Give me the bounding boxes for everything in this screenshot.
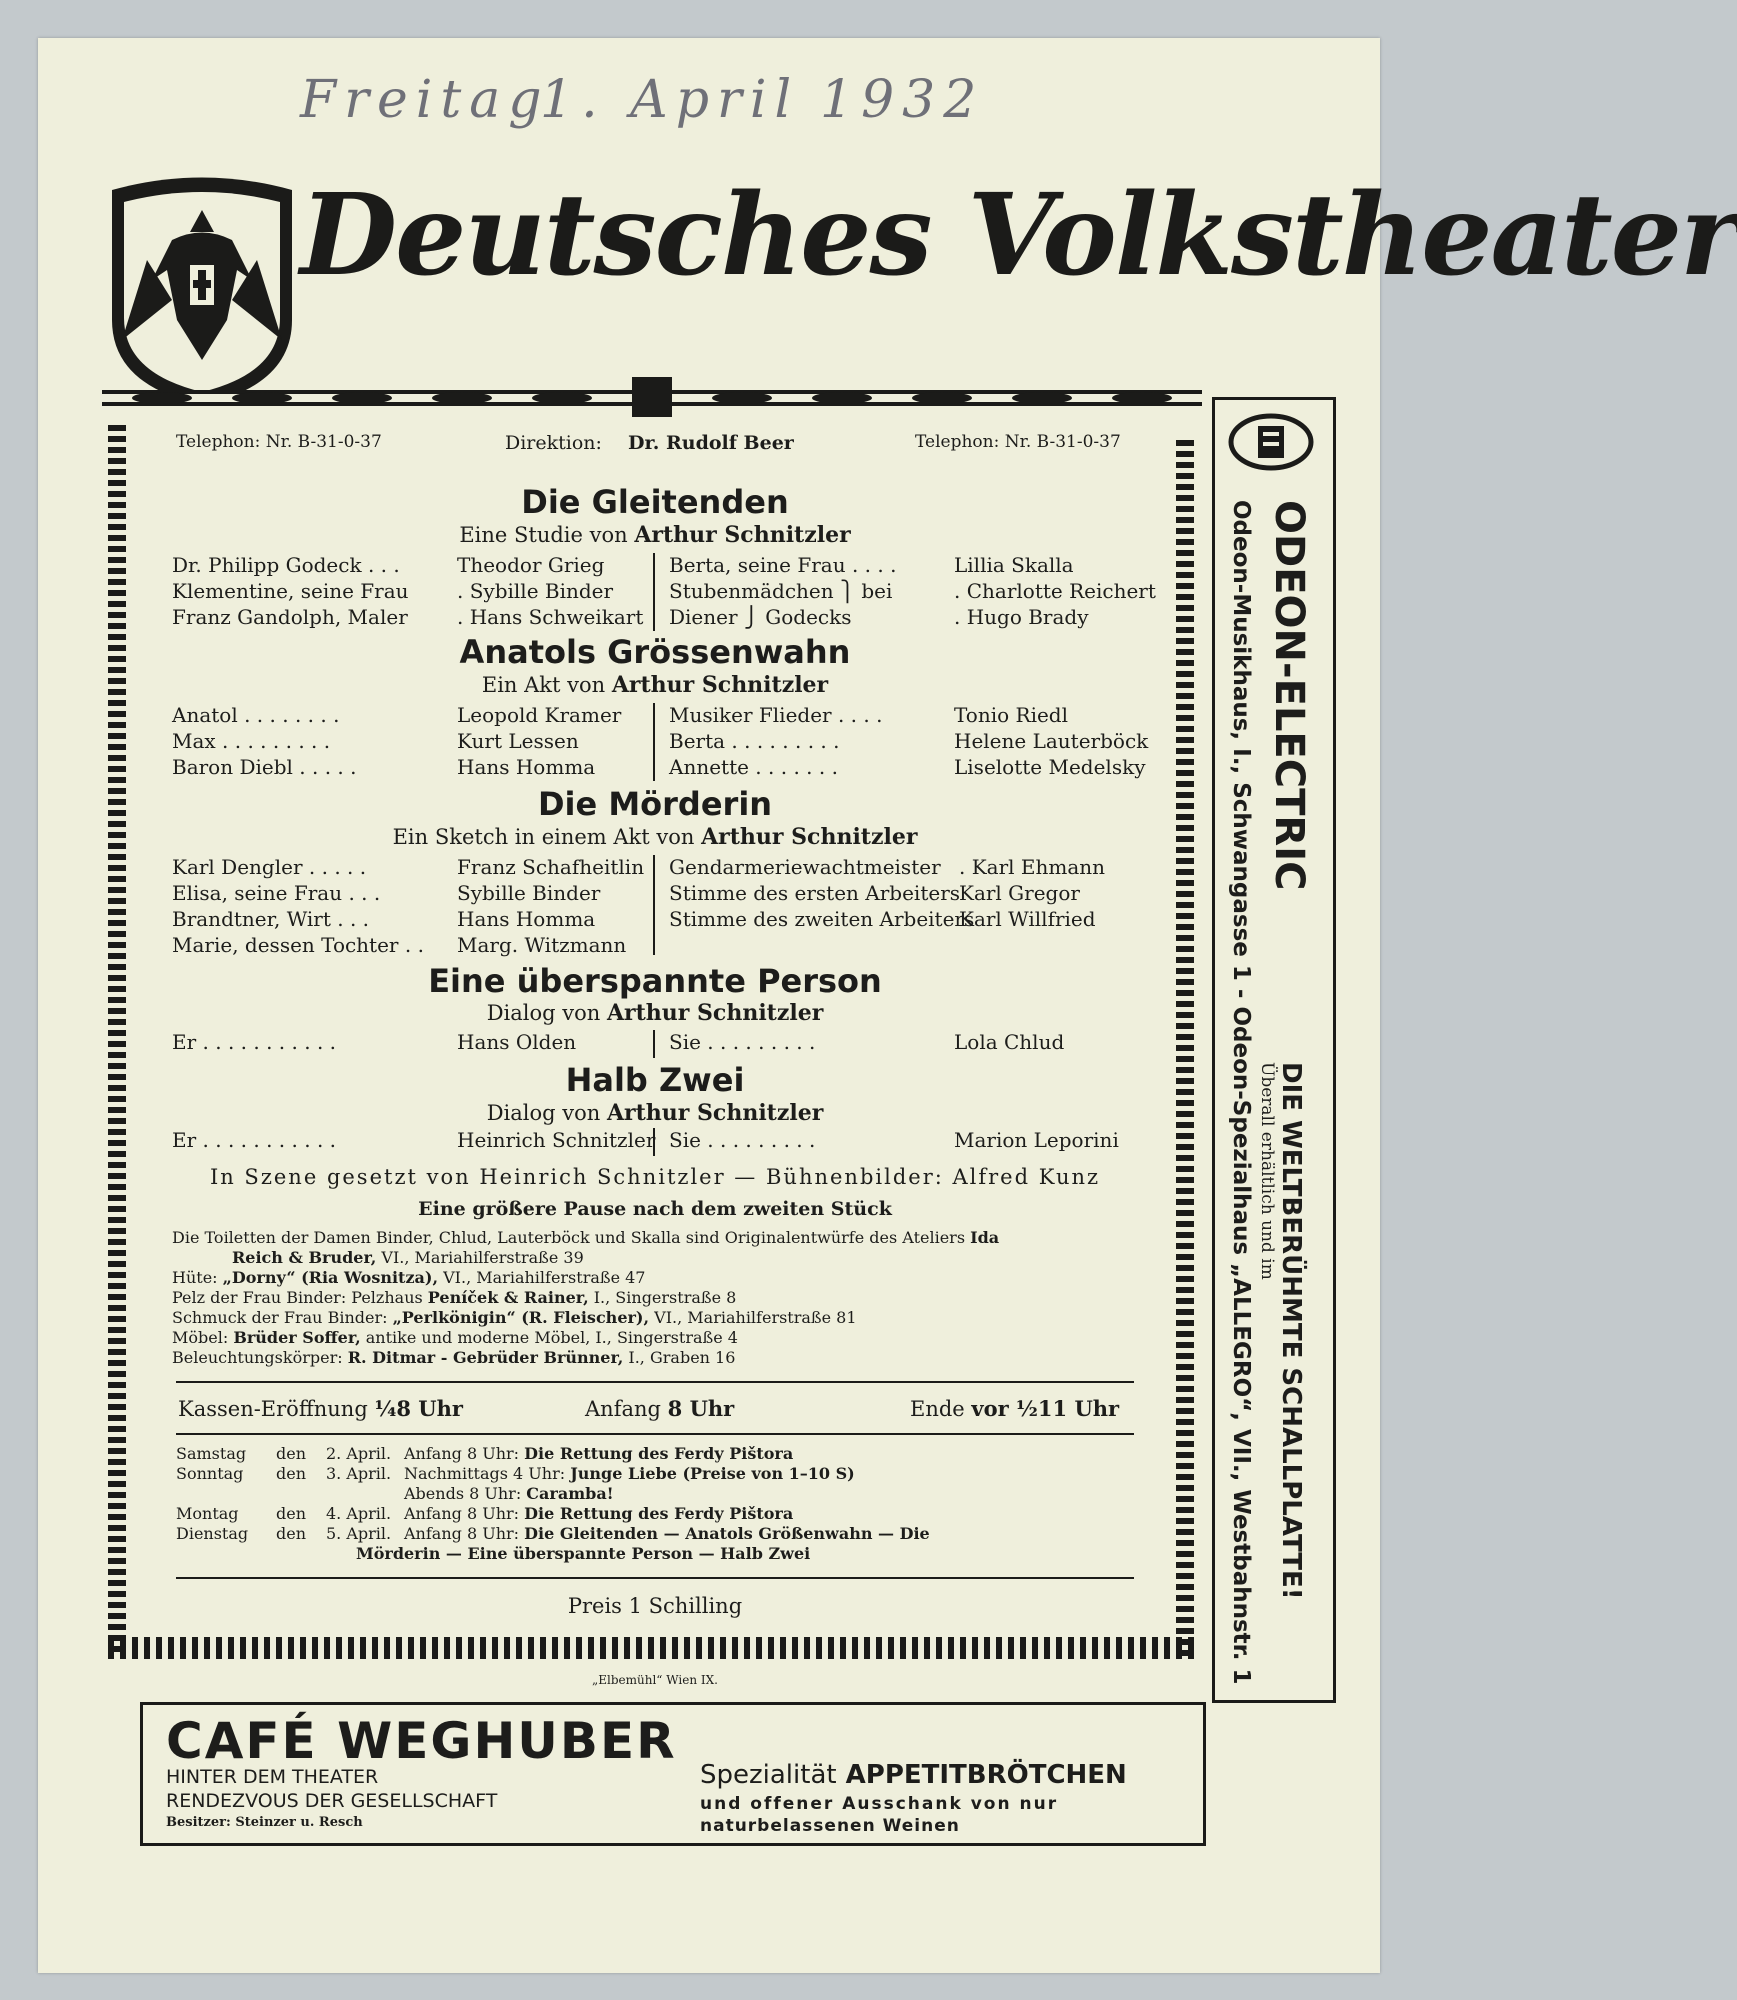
director-name: Dr. Rudolf Beer [628,432,794,454]
frame-right [1176,440,1194,1660]
play-subtitle: Dialog von Arthur Schnitzler [486,1000,824,1026]
cafe-location: HINTER DEM THEATER [166,1766,379,1788]
odeon-logo-icon [1226,412,1316,472]
handwritten-weekday: Freitag [300,70,550,130]
handwritten-year: 1932 [820,70,985,130]
cast-list: Er . . . . . . . . . . . Hans Olden Sie . . . . . . . . . Lola Chlud [172,1030,1065,1054]
play-title: Halb Zwei [565,1061,745,1099]
divider [176,1381,1134,1383]
play-title: Eine überspannte Person [428,962,882,1000]
theater-masthead: Deutsches Volkstheater [300,170,1737,301]
cast-list: Dr. Philipp Godeck . . . Theodor Grieg Berta, seine Frau . . . . Lillia Skalla Klementine, seine Frau . Sybille Binder Stubenmädchen ⎫ bei . Charlotte Reichert Franz Gandolph, Maler . Hans Schweikart Diener ⎭ Godecks . Hugo Brady [172,553,1156,629]
play-subtitle: Dialog von Arthur Schnitzler [486,1100,824,1126]
schedule: Samstag den 2. April. Anfang 8 Uhr: Die Rettung des Ferdy Pištora Sonntag den 3. April. Nachmittags 4 Uhr: Junge Liebe (Preise von 1–10 S) Abends 8 Uhr: Caramba! Montag den 4. April. Anfang 8 Uhr: Die Rettung des Ferdy Pištora Dienstag den 5. April. Anfang 8 Uhr: Die Gleitenden — Anatols Größenwahn — Die Mörderin — Eine überspannte Person — Halb Zwei [176,1444,930,1563]
supplier-list: Die Toiletten der Damen Binder, Chlud, Lauterböck und Skalla sind Originalentwürfe des Ateliers Ida Reich & Bruder, VI., Mariahilferstraße 39 Hüte: „Dorny“ (Ria Wosnitza), VI., Mariahilferstraße 47 Pelz der Frau Binder: Pelzhaus Peníček & Rainer, I., Singerstraße 8 Schmuck der Frau Binder: „Perlkönigin“ (R. Fleischer), VI., Mariahilferstraße 81 Möbel: Brüder Soffer, antike und moderne Möbel, I., Singerstraße 4 Beleuchtungskörper: R. Ditmar - Gebrüder Brünner, I., Graben 16 [172,1228,1000,1367]
handwritten-date: 1. April [540,70,800,130]
frame-left [108,425,126,1655]
play-subtitle: Ein Akt von Arthur Schnitzler [481,672,829,698]
odeon-available: Überall erhältlich und im [1257,1062,1277,1280]
divider [176,1577,1134,1579]
cafe-wine-line: und offener Ausschank von nur [700,1794,1059,1814]
cafe-name: CAFÉ WEGHUBER [166,1712,677,1770]
cafe-specialty: Spezialität APPETITBRÖTCHEN [700,1760,1127,1790]
printer-imprint: „Elbemühl“ Wien IX. [592,1673,718,1687]
cafe-tagline: RENDEZVOUS DER GESELLSCHAFT [166,1790,498,1812]
start-time: Anfang 8 Uhr [585,1396,735,1421]
box-office-time: Kassen-Eröffnung ¼8 Uhr [178,1396,463,1421]
end-time: Ende vor ½11 Uhr [910,1396,1120,1421]
cast-list: Karl Dengler . . . . . Franz Schafheitlin Gendarmeriewachtmeister . Karl Ehmann Elisa, seine Frau . . . Sybille Binder Stimme des ersten ArbeitersKarl Gregor Brandtner, Wirt . . . Hans Homma Stimme des zweiten ArbeitersKarl Willfried Marie, dessen Tochter . . Marg. Witzmann [172,855,1106,957]
play-title: Die Gleitenden [521,483,789,521]
play-title: Die Mörderin [537,785,773,823]
direction-label: Direktion: [505,432,602,454]
cafe-owner: Besitzer: Steinzer u. Resch [166,1815,363,1830]
cast-list: Anatol . . . . . . . . Leopold Kramer Musiker Flieder . . . . Tonio Riedl Max . . . . . . . . . Kurt Lessen Berta . . . . . . . . . Helene Lauterböck Baron Diebl . . . . . Hans Homma Annette . . . . . . . Liselotte Medelsky [172,703,1149,779]
phone-left: Telephon: Nr. B-31-0-37 [176,432,382,452]
frame-bottom [108,1637,1198,1659]
play-subtitle: Eine Studie von Arthur Schnitzler [459,522,851,548]
odeon-brand: ODEON-ELECTRIC [1266,500,1312,891]
credits-line: In Szene gesetzt von Heinrich Schnitzler — Bühnenbilder: Alfred Kunz [209,1165,1101,1189]
divider [176,1433,1134,1435]
laurel-border [102,372,1202,422]
phone-right: Telephon: Nr. B-31-0-37 [915,432,1121,452]
odeon-slogan: DIE WELTBERÜHMTE SCHALLPLATTE! [1276,1062,1306,1600]
play-subtitle: Ein Sketch in einem Akt von Arthur Schnitzler [392,824,918,850]
price: Preis 1 Schilling [567,1594,743,1618]
pause-note: Eine größere Pause nach dem zweiten Stück [418,1198,892,1220]
play-title: Anatols Grössenwahn [459,633,851,671]
cast-list: Er . . . . . . . . . . . Heinrich Schnitzler Sie . . . . . . . . . Marion Leporini [172,1128,1119,1152]
odeon-address: Odeon-Musikhaus, I., Schwangasse 1 - Odeon-Spezialhaus „ALLEGRO“, VII., Westbahnstr. 1 [1228,500,1254,1685]
cafe-wine-line-2: naturbelassenen Weinen [700,1816,960,1836]
